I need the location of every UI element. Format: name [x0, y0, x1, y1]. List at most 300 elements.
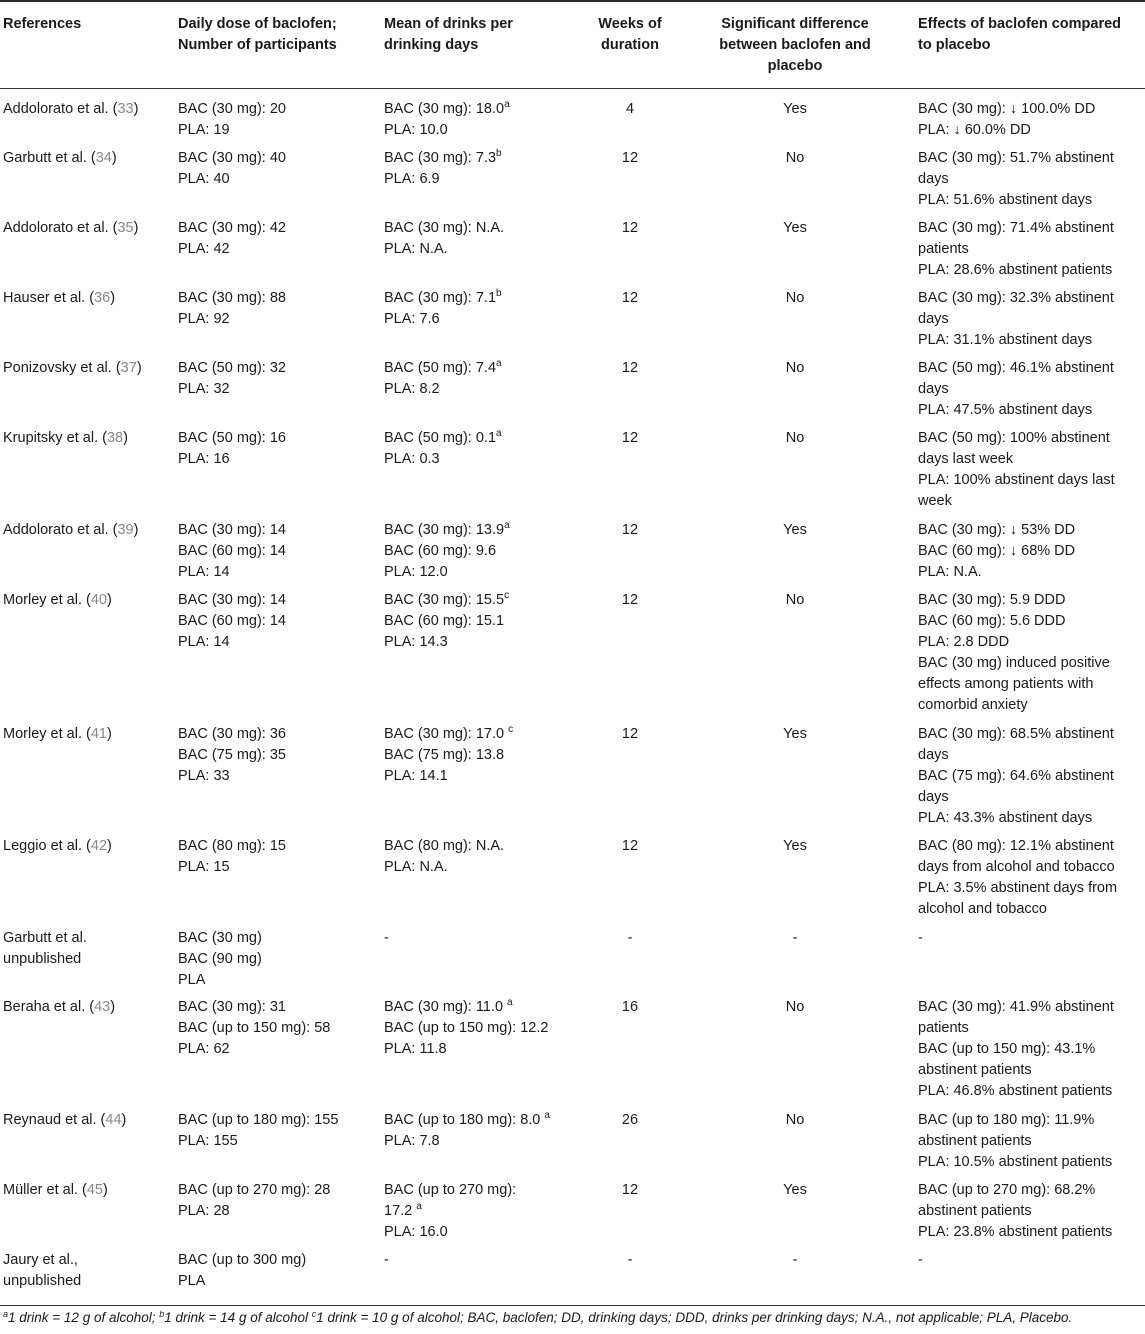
effects-line: BAC (up to 150 mg): 43.1%	[918, 1041, 1096, 1057]
header-line: Significant difference	[721, 16, 869, 32]
effects-line: BAC (50 mg): 100% abstinent	[918, 430, 1110, 446]
weeks-cell	[575, 1180, 685, 1201]
drinks-line	[384, 928, 389, 949]
weeks-value: 4	[625, 101, 635, 117]
dose-cell	[178, 288, 286, 330]
effects-line: days	[918, 747, 949, 763]
effects-line: comorbid anxiety	[918, 697, 1028, 713]
dose-line: PLA: 19	[178, 122, 230, 138]
drinks-cell	[384, 148, 502, 190]
table-header	[0, 0, 1145, 89]
weeks-value: 12	[621, 1182, 639, 1198]
effects-cell	[918, 1180, 1112, 1243]
reference-text: Krupitsky et al. (	[3, 430, 107, 446]
header-weeks	[575, 14, 685, 56]
dose-cell	[178, 99, 286, 141]
drinks-cell	[384, 590, 509, 653]
effects-line: patients	[918, 241, 969, 257]
reference-cell: Ponizovsky et al. (37)	[3, 360, 142, 376]
drinks-value: BAC (30 mg): 7.1	[384, 290, 497, 306]
dose-line: PLA: 62	[178, 1041, 230, 1057]
drinks-value: PLA: 14.3	[384, 634, 448, 650]
dose-line: PLA: 32	[178, 381, 230, 397]
reference-cell: Garbutt et al. (34)	[3, 150, 117, 166]
dose-line: BAC (30 mg): 40	[178, 150, 286, 166]
reference-cell: Morley et al. (40)	[3, 592, 112, 608]
effects-line: days	[918, 311, 949, 327]
effects-line: PLA: 43.3% abstinent days	[918, 810, 1093, 826]
drinks-value: PLA: 7.6	[384, 311, 440, 327]
weeks-value: 12	[621, 360, 639, 376]
significance-value: -	[792, 930, 798, 946]
reference-text: Reynaud et al. (	[3, 1112, 106, 1128]
significance-value: Yes	[783, 522, 807, 538]
dose-line: BAC (60 mg): 14	[178, 543, 286, 559]
reference-cell: Krupitsky et al. (38)	[3, 430, 128, 446]
effects-line: PLA: 100% abstinent days last	[918, 472, 1115, 488]
effects-line: abstinent patients	[918, 1203, 1032, 1219]
drinks-value: BAC (60 mg): 15.1	[384, 613, 505, 629]
significance-cell	[700, 99, 890, 120]
drinks-value: PLA: 14.1	[384, 768, 448, 784]
drinks-value: 17.2	[384, 1203, 417, 1219]
significance-value: No	[785, 1112, 805, 1128]
weeks-cell	[575, 218, 685, 239]
drinks-line	[384, 766, 513, 787]
effects-line: BAC (30 mg): ↓ 100.0% DD	[918, 101, 1096, 117]
drinks-value: PLA: 6.9	[384, 171, 440, 187]
effects-cell	[918, 99, 1095, 141]
drinks-line	[384, 169, 502, 190]
significance-value: -	[792, 1252, 798, 1268]
effects-line: PLA: ↓ 60.0% DD	[918, 122, 1031, 138]
reference-text: Beraha et al. (	[3, 999, 95, 1015]
significance-cell	[700, 997, 890, 1018]
drinks-line	[384, 449, 502, 470]
weeks-value: 12	[621, 592, 639, 608]
drinks-line	[384, 520, 510, 541]
dose-cell	[178, 1180, 330, 1222]
reference-line: Jaury et al.,	[3, 1252, 78, 1268]
drinks-line	[384, 1039, 548, 1060]
reference-line: unpublished	[3, 1273, 82, 1289]
drinks-line	[384, 562, 510, 583]
drinks-value: PLA: N.A.	[384, 859, 448, 875]
effects-line: alcohol and tobacco	[918, 901, 1047, 917]
significance-cell	[700, 218, 890, 239]
drinks-line	[384, 1201, 516, 1222]
drinks-value: PLA: 7.8	[384, 1133, 440, 1149]
drinks-cell	[384, 997, 548, 1060]
drinks-cell	[384, 218, 504, 260]
dose-line: BAC (up to 150 mg): 58	[178, 1020, 331, 1036]
weeks-value: 26	[621, 1112, 639, 1128]
effects-line: days	[918, 381, 949, 397]
dose-line: PLA: 155	[178, 1133, 238, 1149]
dose-cell	[178, 997, 330, 1060]
significance-cell	[700, 928, 890, 949]
drinks-value: BAC (30 mg): 18.0	[384, 101, 505, 117]
reference-text: Addolorato et al. (	[3, 522, 118, 538]
effects-line: PLA: 28.6% abstinent patients	[918, 262, 1113, 278]
reference-number: 39	[117, 522, 134, 538]
dose-line: PLA: 33	[178, 768, 230, 784]
drinks-line	[384, 836, 504, 857]
effects-line: BAC (75 mg): 64.6% abstinent	[918, 768, 1114, 784]
drinks-line	[384, 724, 513, 745]
significance-value: Yes	[783, 101, 807, 117]
table-bottom-rule	[0, 1305, 1145, 1306]
reference-text: Morley et al. (	[3, 726, 91, 742]
significance-cell	[700, 836, 890, 857]
reference-cell: Morley et al. (41)	[3, 726, 112, 742]
effects-line: BAC (30 mg): 51.7% abstinent	[918, 150, 1114, 166]
effects-line: BAC (50 mg): 46.1% abstinent	[918, 360, 1114, 376]
significance-cell	[700, 590, 890, 611]
weeks-cell	[575, 520, 685, 541]
effects-line: days last week	[918, 451, 1014, 467]
reference-line: Garbutt et al.	[3, 930, 87, 946]
reference-number: 33	[117, 101, 134, 117]
footnote-marker: b	[496, 288, 502, 299]
effects-line: PLA: 31.1% abstinent days	[918, 332, 1093, 348]
drinks-line	[384, 1250, 389, 1271]
header-line: Number of participants	[178, 37, 337, 53]
reference-cell: Addolorato et al. (33)	[3, 101, 139, 117]
drinks-value: BAC (up to 270 mg):	[384, 1182, 517, 1198]
effects-line: PLA: 47.5% abstinent days	[918, 402, 1093, 418]
drinks-value: PLA: 16.0	[384, 1224, 448, 1240]
reference-text: Müller et al. (	[3, 1182, 87, 1198]
header-line: duration	[601, 37, 659, 53]
drinks-line	[384, 309, 502, 330]
reference-cell: Leggio et al. (42)	[3, 838, 112, 854]
effects-line: BAC (30 mg): 68.5% abstinent	[918, 726, 1114, 742]
dose-line: BAC (up to 300 mg)	[178, 1252, 307, 1268]
drinks-cell	[384, 1180, 516, 1243]
drinks-line	[384, 1110, 550, 1131]
dose-line: PLA	[178, 972, 206, 988]
reference-text: Leggio et al. (	[3, 838, 91, 854]
drinks-value: PLA: 8.2	[384, 381, 440, 397]
weeks-cell	[575, 288, 685, 309]
footnote-text: 1 drink = 12 g of alcohol;	[8, 1310, 160, 1325]
drinks-cell	[384, 288, 502, 330]
significance-cell	[700, 428, 890, 449]
drinks-line	[384, 1222, 516, 1243]
dose-line: BAC (80 mg): 15	[178, 838, 286, 854]
weeks-cell	[575, 997, 685, 1018]
drinks-value: BAC (30 mg): 11.0	[384, 999, 508, 1015]
dose-cell	[178, 428, 286, 470]
header-line: References	[3, 16, 82, 32]
effects-line: abstinent patients	[918, 1062, 1032, 1078]
reference-text: Addolorato et al. (	[3, 101, 118, 117]
footnote-marker: c	[504, 590, 510, 601]
drinks-value: BAC (30 mg): 7.3	[384, 150, 497, 166]
reference-number: 43	[94, 999, 111, 1015]
dose-cell	[178, 724, 286, 787]
reference-number: 40	[90, 592, 107, 608]
reference-number: 41	[90, 726, 107, 742]
dose-line: BAC (up to 180 mg): 155	[178, 1112, 339, 1128]
reference-number: 42	[90, 838, 108, 854]
reference-text: Ponizovsky et al. (	[3, 360, 121, 376]
effects-line: days	[918, 171, 949, 187]
reference-text: Morley et al. (	[3, 592, 91, 608]
drinks-value: BAC (80 mg): N.A.	[384, 838, 505, 854]
effects-cell	[918, 928, 923, 949]
drinks-line	[384, 99, 510, 120]
drinks-value: BAC (up to 180 mg): 8.0	[384, 1112, 545, 1128]
effects-line: -	[918, 930, 923, 946]
dose-line: BAC (60 mg): 14	[178, 613, 286, 629]
dose-line: BAC (30 mg): 42	[178, 220, 286, 236]
header-line: Daily dose of baclofen;	[178, 16, 337, 32]
weeks-cell	[575, 928, 685, 949]
reference-number: 38	[106, 430, 124, 446]
dose-line: BAC (50 mg): 16	[178, 430, 286, 446]
footnote-marker: a	[416, 1201, 422, 1212]
drinks-line	[384, 1131, 550, 1152]
significance-cell	[700, 1180, 890, 1201]
effects-cell	[918, 724, 1114, 829]
drinks-line	[384, 218, 504, 239]
reference-cell: Beraha et al. (43)	[3, 999, 116, 1015]
dose-line: PLA: 14	[178, 564, 230, 580]
header-line: between baclofen and	[719, 37, 871, 53]
reference-cell: Addolorato et al. (39)	[3, 522, 139, 538]
drinks-value: PLA: 0.3	[384, 451, 440, 467]
dose-line: PLA: 40	[178, 171, 230, 187]
drinks-value: PLA: 10.0	[384, 122, 448, 138]
effects-cell	[918, 836, 1117, 920]
reference-number: 35	[117, 220, 134, 236]
drinks-line	[384, 1018, 548, 1039]
effects-cell	[918, 1250, 923, 1271]
significance-value: No	[785, 150, 805, 166]
drinks-value: BAC (75 mg): 13.8	[384, 747, 505, 763]
significance-cell	[700, 358, 890, 379]
effects-line: BAC (up to 180 mg): 11.9%	[918, 1112, 1095, 1128]
dose-line: BAC (30 mg): 20	[178, 101, 286, 117]
reference-number: 34	[95, 150, 112, 166]
dose-line: PLA	[178, 1273, 206, 1289]
dose-line: PLA: 42	[178, 241, 230, 257]
dose-line: PLA: 14	[178, 634, 230, 650]
dose-line: BAC (30 mg)	[178, 930, 262, 946]
weeks-cell	[575, 1250, 685, 1271]
weeks-cell	[575, 724, 685, 745]
drinks-line	[384, 1180, 516, 1201]
effects-line: abstinent patients	[918, 1133, 1032, 1149]
effects-line: days	[918, 789, 949, 805]
effects-line: PLA: 3.5% abstinent days from	[918, 880, 1118, 896]
reference-number: 44	[105, 1112, 122, 1128]
drinks-line	[384, 148, 502, 169]
reference-text: Addolorato et al. (	[3, 220, 118, 236]
reference-text: Hauser et al. (	[3, 290, 95, 306]
dose-line: BAC (30 mg): 14	[178, 592, 286, 608]
effects-line: BAC (30 mg): 5.9 DDD	[918, 592, 1066, 608]
drinks-value: BAC (30 mg): 13.9	[384, 522, 505, 538]
dose-cell	[178, 590, 286, 653]
weeks-cell	[575, 148, 685, 169]
drinks-line	[384, 997, 548, 1018]
drinks-cell	[384, 428, 502, 470]
weeks-cell	[575, 590, 685, 611]
header-line: to placebo	[918, 37, 991, 53]
dose-cell	[178, 520, 286, 583]
drinks-cell	[384, 836, 504, 878]
weeks-value: 12	[621, 290, 639, 306]
drinks-cell	[384, 520, 510, 583]
effects-cell	[918, 288, 1114, 351]
effects-line: BAC (30 mg): 41.9% abstinent	[918, 999, 1114, 1015]
weeks-cell	[575, 358, 685, 379]
drinks-line	[384, 632, 509, 653]
dose-cell	[178, 218, 286, 260]
weeks-value: 12	[621, 220, 639, 236]
reference-cell	[3, 928, 87, 970]
dose-line: BAC (30 mg): 36	[178, 726, 286, 742]
dose-line: PLA: 15	[178, 859, 230, 875]
weeks-value: 12	[621, 726, 639, 742]
effects-line: PLA: 23.8% abstinent patients	[918, 1224, 1113, 1240]
effects-line: BAC (30 mg) induced positive	[918, 655, 1110, 671]
effects-cell	[918, 590, 1110, 716]
header-effects	[918, 14, 1121, 56]
footnote-marker: a	[507, 997, 513, 1008]
weeks-value: 12	[621, 430, 639, 446]
drinks-value: BAC (50 mg): 7.4	[384, 360, 497, 376]
effects-line: PLA: 46.8% abstinent patients	[918, 1083, 1113, 1099]
drinks-line	[384, 857, 504, 878]
reference-number: 36	[94, 290, 111, 306]
reference-number: 37	[120, 360, 137, 376]
footnote-marker: a	[496, 358, 502, 369]
dose-line: BAC (30 mg): 14	[178, 522, 286, 538]
drinks-value: -	[384, 1252, 389, 1268]
weeks-cell	[575, 836, 685, 857]
significance-cell	[700, 288, 890, 309]
footnote-marker: a	[496, 428, 502, 439]
effects-line: week	[918, 493, 952, 509]
dose-line: BAC (30 mg): 88	[178, 290, 286, 306]
effects-line: BAC (80 mg): 12.1% abstinent	[918, 838, 1114, 854]
reference-cell: Addolorato et al. (35)	[3, 220, 139, 236]
drinks-line	[384, 358, 502, 379]
dose-cell	[178, 836, 286, 878]
header-line: Weeks of	[598, 16, 662, 32]
effects-line: PLA: N.A.	[918, 564, 982, 580]
header-references	[3, 14, 81, 35]
reference-cell: Hauser et al. (36)	[3, 290, 116, 306]
table-footnote	[3, 1310, 1072, 1325]
drinks-line	[384, 379, 502, 400]
significance-value: Yes	[783, 1182, 807, 1198]
footnote-text: 1 drink = 14 g of alcohol	[164, 1310, 312, 1325]
drinks-cell	[384, 928, 389, 949]
significance-cell	[700, 148, 890, 169]
drinks-cell	[384, 358, 502, 400]
effects-cell	[918, 520, 1075, 583]
effects-line: PLA: 10.5% abstinent patients	[918, 1154, 1113, 1170]
significance-value: No	[785, 999, 805, 1015]
drinks-cell	[384, 724, 513, 787]
effects-line: BAC (up to 270 mg): 68.2%	[918, 1182, 1096, 1198]
dose-line: PLA: 92	[178, 311, 230, 327]
effects-cell	[918, 358, 1114, 421]
drinks-value: PLA: N.A.	[384, 241, 448, 257]
drinks-line	[384, 745, 513, 766]
drinks-line	[384, 590, 509, 611]
reference-text: Garbutt et al. (	[3, 150, 96, 166]
significance-cell	[700, 1250, 890, 1271]
header-dose	[178, 14, 337, 56]
header-significance	[700, 14, 890, 77]
weeks-cell	[575, 428, 685, 449]
effects-cell	[918, 148, 1114, 211]
footnote-marker: b	[496, 148, 502, 159]
effects-cell	[918, 218, 1114, 281]
drinks-line	[384, 541, 510, 562]
drinks-value: -	[384, 930, 389, 946]
drinks-cell	[384, 99, 510, 141]
significance-value: Yes	[783, 726, 807, 742]
dose-line: BAC (75 mg): 35	[178, 747, 286, 763]
effects-line: PLA: 51.6% abstinent days	[918, 192, 1093, 208]
effects-line: BAC (30 mg): 71.4% abstinent	[918, 220, 1114, 236]
header-line: Effects of baclofen compared	[918, 16, 1122, 32]
drinks-line	[384, 611, 509, 632]
significance-value: No	[785, 592, 805, 608]
effects-line: BAC (30 mg): ↓ 53% DD	[918, 522, 1076, 538]
drinks-line	[384, 239, 504, 260]
footnote-marker: b	[159, 1309, 165, 1319]
effects-line: BAC (60 mg): 5.6 DDD	[918, 613, 1066, 629]
weeks-value: 12	[621, 838, 639, 854]
footnote-marker: a	[504, 99, 510, 110]
footnote-marker: a	[3, 1309, 9, 1319]
effects-line: patients	[918, 1020, 969, 1036]
drinks-line	[384, 428, 502, 449]
footnote-marker: c	[311, 1309, 317, 1319]
drinks-line	[384, 120, 510, 141]
header-line: placebo	[767, 58, 823, 74]
footnote-text: 1 drink = 10 g of alcohol; BAC, baclofen; DD, drinking days; DDD, drinks per drinking days; N.A., not applicable; PLA, Placebo.	[316, 1310, 1073, 1325]
dose-line: BAC (90 mg)	[178, 951, 262, 967]
header-line: drinking days	[384, 37, 479, 53]
effects-line: PLA: 2.8 DDD	[918, 634, 1010, 650]
significance-value: No	[785, 360, 805, 376]
weeks-value: -	[627, 930, 633, 946]
effects-line: -	[918, 1252, 923, 1268]
significance-value: Yes	[783, 838, 807, 854]
footnote-marker: a	[504, 520, 510, 531]
effects-cell	[918, 428, 1115, 512]
weeks-value: -	[627, 1252, 633, 1268]
dose-line: BAC (50 mg): 32	[178, 360, 286, 376]
drinks-value: BAC (30 mg): 17.0	[384, 726, 509, 742]
weeks-value: 16	[621, 999, 639, 1015]
reference-cell: Reynaud et al. (44)	[3, 1112, 127, 1128]
drinks-cell	[384, 1110, 550, 1152]
significance-value: No	[785, 430, 805, 446]
weeks-cell	[575, 99, 685, 120]
dose-cell	[178, 358, 286, 400]
weeks-cell	[575, 1110, 685, 1131]
